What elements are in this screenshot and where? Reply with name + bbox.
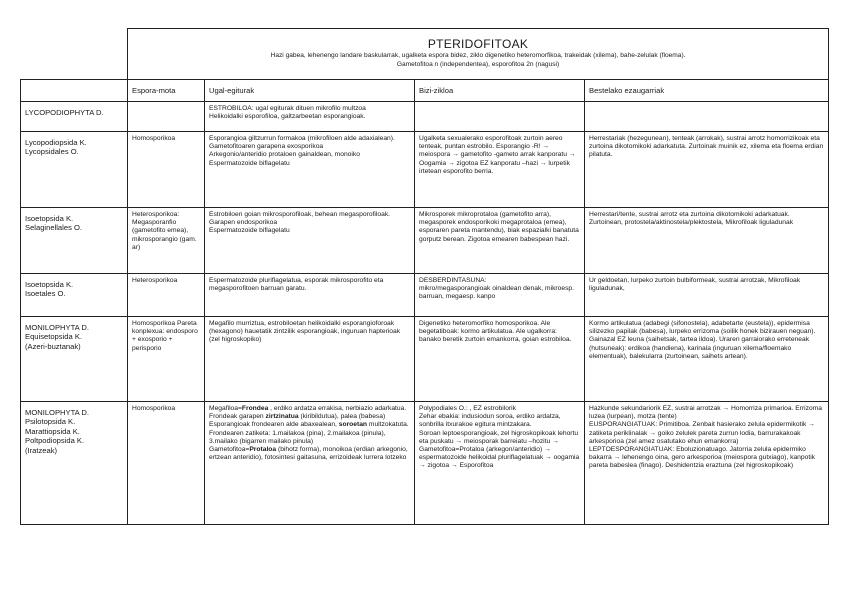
header-reproductive-structures: Ugal-egiturak [205,80,415,102]
pteridophyte-table [20,28,829,525]
repro-cell: Megafilo murriztua, estrobiloetan helikoidalki esporangioforoak (hexagono) hauetatik zintzilik esporangioak, inguruan hapterioak (zel higroskopiko) [205,317,415,402]
cycle-cell: Polypodiales O.: , EZ estrobilorik Zehar ebakia: indusiodun soroa, erdiko ardatza, sonbrilla itxurakoe egitura mintzakara. Soroan leptoesporangioak, zel higroskopikoak lehortu eta puskatu → meiosporak barreiatu –hozitu → Gametofitoa=Protaloa (arkegon/anteridio) → espermatozoide helikoidal pluriflagelatuak → oogamia → zigotoa → Esporofitoa [415,402,585,525]
table-row [21,317,829,402]
table-subtitle-line: Gametofitoa n (independentea), esporofitoa 2n (nagusi) [396,61,560,68]
spore-cell [128,102,205,132]
table-row [21,102,829,132]
group-cell: Isoetopsida K. Selaginellales O. [21,208,128,274]
spore-cell: Homosporikoa [128,132,205,208]
group-cell: LYCOPODIOPHYTA D. [21,102,128,132]
cycle-cell: Mikrosporek mikroprotaloa (gametofito arra), megasporek endosporikoki megaprotaloa (emea), esporaren pareta mantendu), biak espazialki banatuta gorputz berean. Zigotoa emearen babespean hazi. [415,208,585,274]
table-title: PTERIDOFITOAK [427,37,529,51]
spore-cell: Homosporikoa [128,402,205,525]
table-row [21,402,829,525]
other-cell: Hazkunde sekundariorik EZ, sustrai arrotzak → Homorriza primarioa. Errizoma luzea (lurpean), motza (tente) EUSPORANGIATUAK: Primitiboa. Zenbait hasierako zelula epidermikotik → zatiketa periklinalak → goiko zelulek pareta zurrun lodia, barrurakakoak arkesporioa (zel amez osatutako ehun emankorra) LEPTOESPORANGIATUAK: Eboluzionatuago. Jatorria zelula epidermiko bakarra → lehenengo oina, gero arkesporioa (meiospora gutxiago), kanpotik pareta babeslea (finago). Deshidentzia eraztuna (zel higroskopikoak) [585,402,829,525]
table-subtitle-line: Hazi gabea, lehenengo landare baskularrak, ugalketa espora bidez, ziklo digenetiko heteromorfikoa, trakeidak (xilema), bahe-zelulak (floema). [270,52,686,59]
cycle-cell: Ugalketa sexualerako esporofitoak zurtoin aereo tenteak, puntan estrobilo. Esporangio -R! → meiospora → gametofito -gameto arrak kanporatu → Oogamia → zigotoa EZ kanporatu –hazi → lurpetik irtetean esporofito berria. [415,132,585,208]
other-cell: Herrestari/tente, sustrai arrotz eta zurtoina dikotomikoki adarkatuak. Zurtoinean, protostela/aktinostela/plektostela, Mikrofiloak liguladunak [585,208,829,274]
other-cell [585,102,829,132]
cycle-cell: Digenetiko heteromorfiko homosporikoa. Ale begetatiboak: kormo artikulatua. Ale ugalkorra: banako beretik zurtoin emankorra, goian estrobiloa. [415,317,585,402]
group-cell: Lycopodiopsida K. Lycopsidales O. [21,132,128,208]
repro-cell: Espermatozoide pluriflagelatua, esporak mikrosporofito eta megasporofitoen barruan garatu. [205,274,415,317]
group-cell: MONILOPHYTA D. Equisetopsida K. (Azeri-buztanak) [21,317,128,402]
spore-cell: Heterosporikoa: Megasporanfio (gametofito emea), mikrosporangio (gam. ar) [128,208,205,274]
header-empty-cell [21,80,128,102]
table-title-cell [128,29,829,80]
repro-cell: Esporangioa giltzurrun formakoa (mikrofiloen alde adaxialean). Gametofitoaren garapena exosporikoa Arkegonio/anteridio protaloen gainaldean, monoiko Espermatozoide biflagelatu [205,132,415,208]
cycle-cell: DESBERDINTASUNA: mikro/megasporangioak oinaldean denak, mikroesp. barruan, megaesp. kanpo [415,274,585,317]
other-cell: Ur geldoetan, lurpeko zurtoin bulbiformeak, sustrai arrotzak, Mikrofiloak liguladunak, [585,274,829,317]
cycle-cell [415,102,585,132]
repro-cell: Megafiloa=Frondea , erdiko ardatza errakisa, nerbiazio adarkatua. Frondeak garapen zirtzinatua (kiribildutua), palea (babesa) Esporangioak frondearen alde abaxealean, soroetan multzokatuta. Frondearen zatiketa: 1.mailakoa (pina), 2.mailakoa (pinula), 3.mailako (bigarren mailako pinula) Gametofitoa=Protaloa (bihotz forma), monoikoa (erdian arkegonio, ertzean anteridio), fotosintesi gaitasuna, errizoideak lurrera lotzeko [205,402,415,525]
table-row [21,208,829,274]
group-cell: Isoetopsida K. Isoetales O. [21,274,128,317]
table-row [21,132,829,208]
other-cell: Herrestariak (hezegunean), tenteak (arrokak), sustrai arrotz homorrizikoak eta zurtoina dikotomikoki adarkatuta. Zurtoinak muinik ez, xilema eta floema erdian pilatuta. [585,132,829,208]
other-cell: Kormo artikulatua (adabegi (sifonostela), adabetarte (eustela)), epidermisa silizezko papilak (babesa), lurpeko errizoma (soilik honek bizirauen neguan). Gainazal EZ leuna (saihetsak, tartea ildoa). Uraren garraiorako erreteneak (hutsuneak): erdikoa (handiena), karinala (inguruan xilema/floemako elementuak), balekularra (zurtoinean, saihets artean). [585,317,829,402]
header-life-cycle: Bizi-zikloa [415,80,585,102]
table-row [21,274,829,317]
spore-cell: Homosporikoa Pareta konplexua: endosporo + exosporio + perisporio [128,317,205,402]
header-other-features: Bestelako ezaugarriak [585,80,829,102]
spore-cell: Heterosporikoa [128,274,205,317]
header-spore-type: Espora-mota [128,80,205,102]
group-cell: MONILOPHYTA D. Psilotopsida K. Marattiopsida K. Poltpodiopsida K. (Iratzeak) [21,402,128,525]
repro-cell: Estrobiloen goian mikrosporofiloak, behean megasporofiloak. Garapen endosporikoa Espermatozoide biflagelatu [205,208,415,274]
empty-corner-cell [21,29,128,80]
repro-cell: ESTROBILOA: ugal egiturak dituen mikrofilo multzoa Helikoidalki esporofiloa, galtzarbeetan esporangioak. [205,102,415,132]
